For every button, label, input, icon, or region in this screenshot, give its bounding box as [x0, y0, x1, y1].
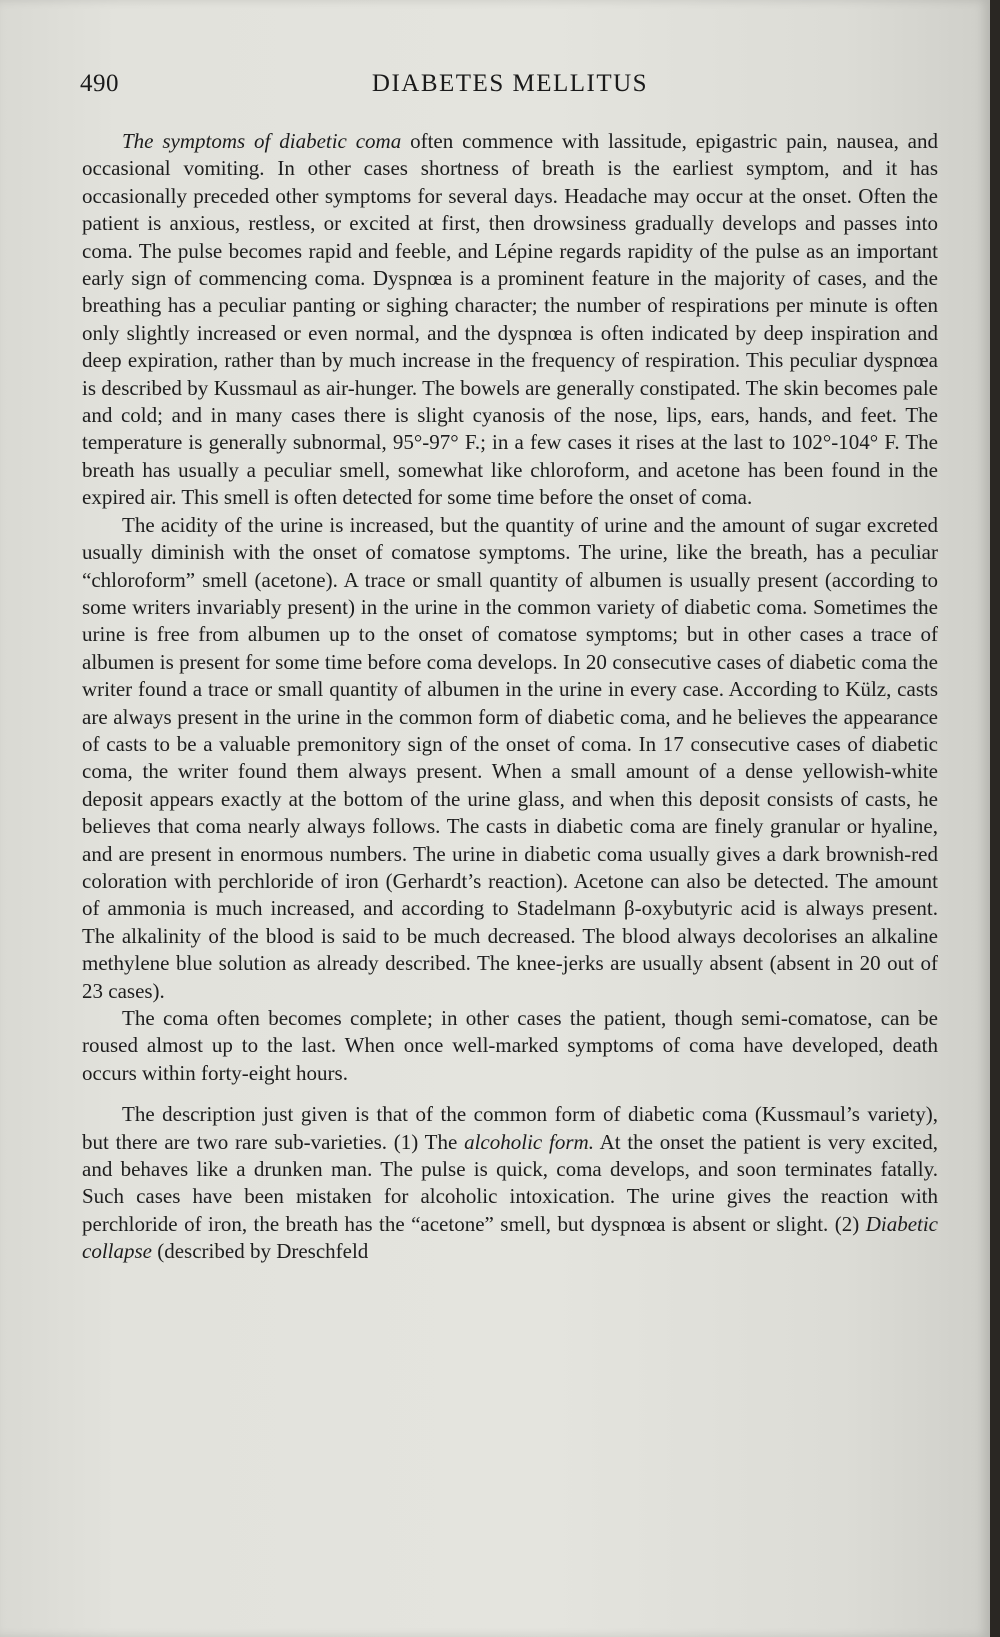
- italic-term-diabetic-collapse: Diabetic collapse: [82, 1211, 938, 1264]
- paragraph-lead-italic: The symptoms of diabetic coma: [122, 129, 402, 153]
- paragraph-urine: [82, 512, 938, 1005]
- paragraph-symptoms: [82, 128, 938, 512]
- page-header: [80, 70, 940, 106]
- italic-term-alcoholic-form: alcoholic form.: [464, 1129, 594, 1154]
- paragraph-text: The coma often becomes complete; in other cases the patient, though semi-comatose, can be roused almost up to the last. When once well-marked symptoms of coma have developed, death occurs within forty-eight hours.: [82, 1006, 938, 1085]
- paragraph-coma-course: [82, 1005, 938, 1087]
- paragraph-text: At the onset the patient is very excited, and behaves like a drunken man. The pulse is quick, coma develops, and soon terminates fatally. Such cases have been mistaken for alcoholic intoxication. The urine gives the reaction with perchloride of iron, the breath has the “acetone” smell, but dyspnœa is absent or slight. (2): [82, 1129, 939, 1236]
- running-head: DIABETES MELLITUS: [371, 70, 649, 97]
- paragraph-text: The description just given is that of the common form of diabetic coma (Kussmaul’s variety), but there are two rare sub-varieties. (1) The: [82, 1102, 938, 1154]
- paragraph-text: The acidity of the urine is increased, but the quantity of urine and the amount of sugar excreted usually diminish with the onset of comatose symptoms. The urine, like the breath, has a peculiar “chloroform” smell (acetone). A trace or small quantity of albumen is usually present (according to some writers invariably present) in the urine in the common variety of diabetic coma. Sometimes the urine is free from albumen up to the onset of comatose symptoms; but in other cases a trace of albumen is present for some time before coma develops. In 20 consecutive cases of diabetic coma the writer found a trace or small quantity of albumen in the urine in every case. According to Külz, casts are always present in the urine in the common form of diabetic coma, and he believes the appearance of casts to be a valuable premonitory sign of the onset of coma. In 17 consecutive cases of diabetic coma, the writer found them always present. When a small amount of a dense yellowish-white deposit appears exactly at the bottom of the urine glass, and when this deposit consists of casts, he believes that coma nearly always follows. The casts in diabetic coma are finely granular or hyaline, and are present in enormous numbers. The urine in diabetic coma usually gives a dark brownish-red coloration with perchloride of iron (Gerhardt’s reaction). Acetone can also be detected. The amount of ammonia is much increased, and according to Stadelmann β-oxybutyric acid is always present. The alkalinity of the blood is said to be much decreased. The blood always decolorises an alkaline methylene blue solution as already described. The knee-jerks are usually absent (absent in 20 out of 23 cases).: [82, 512, 938, 1003]
- paragraph-text: often commence with lassitude, epigastric pain, nausea, and occasional vomiting. In other cases shortness of breath is the earliest symptom, and it has occasionally preceded other symptoms for several days. Headache may occur at the onset. Often the patient is anxious, restless, or excited at first, then drowsiness gradually develops and passes into coma. The pulse becomes rapid and feeble, and Lépine regards rapidity of the pulse as an important early sign of commencing coma. Dyspnœa is a prominent feature in the majority of cases, and the breathing has a peculiar panting or sighing character; the number of respirations per minute is often only slightly increased or even normal, and the dyspnœa is often indicated by deep inspiration and deep expiration, rather than by much increase in the frequency of respiration. This peculiar dyspnœa is described by Kussmaul as air-hunger. The bowels are generally constipated. The skin becomes pale and cold; and in many cases there is slight cyanosis of the nose, lips, ears, hands, and feet. The temperature is generally subnormal, 95°-97° F.; in a few cases it rises at the last to 102°-104° F. The breath has usually a peculiar smell, somewhat like chloroform, and acetone has been found in the expired air. This smell is often detected for some time before the onset of coma.: [82, 129, 939, 510]
- page-number: 490: [80, 70, 119, 97]
- body-text: [82, 128, 938, 1266]
- paragraph-sub-varieties: [82, 1101, 938, 1265]
- paragraph-text: (described by Dreschfeld: [151, 1239, 369, 1264]
